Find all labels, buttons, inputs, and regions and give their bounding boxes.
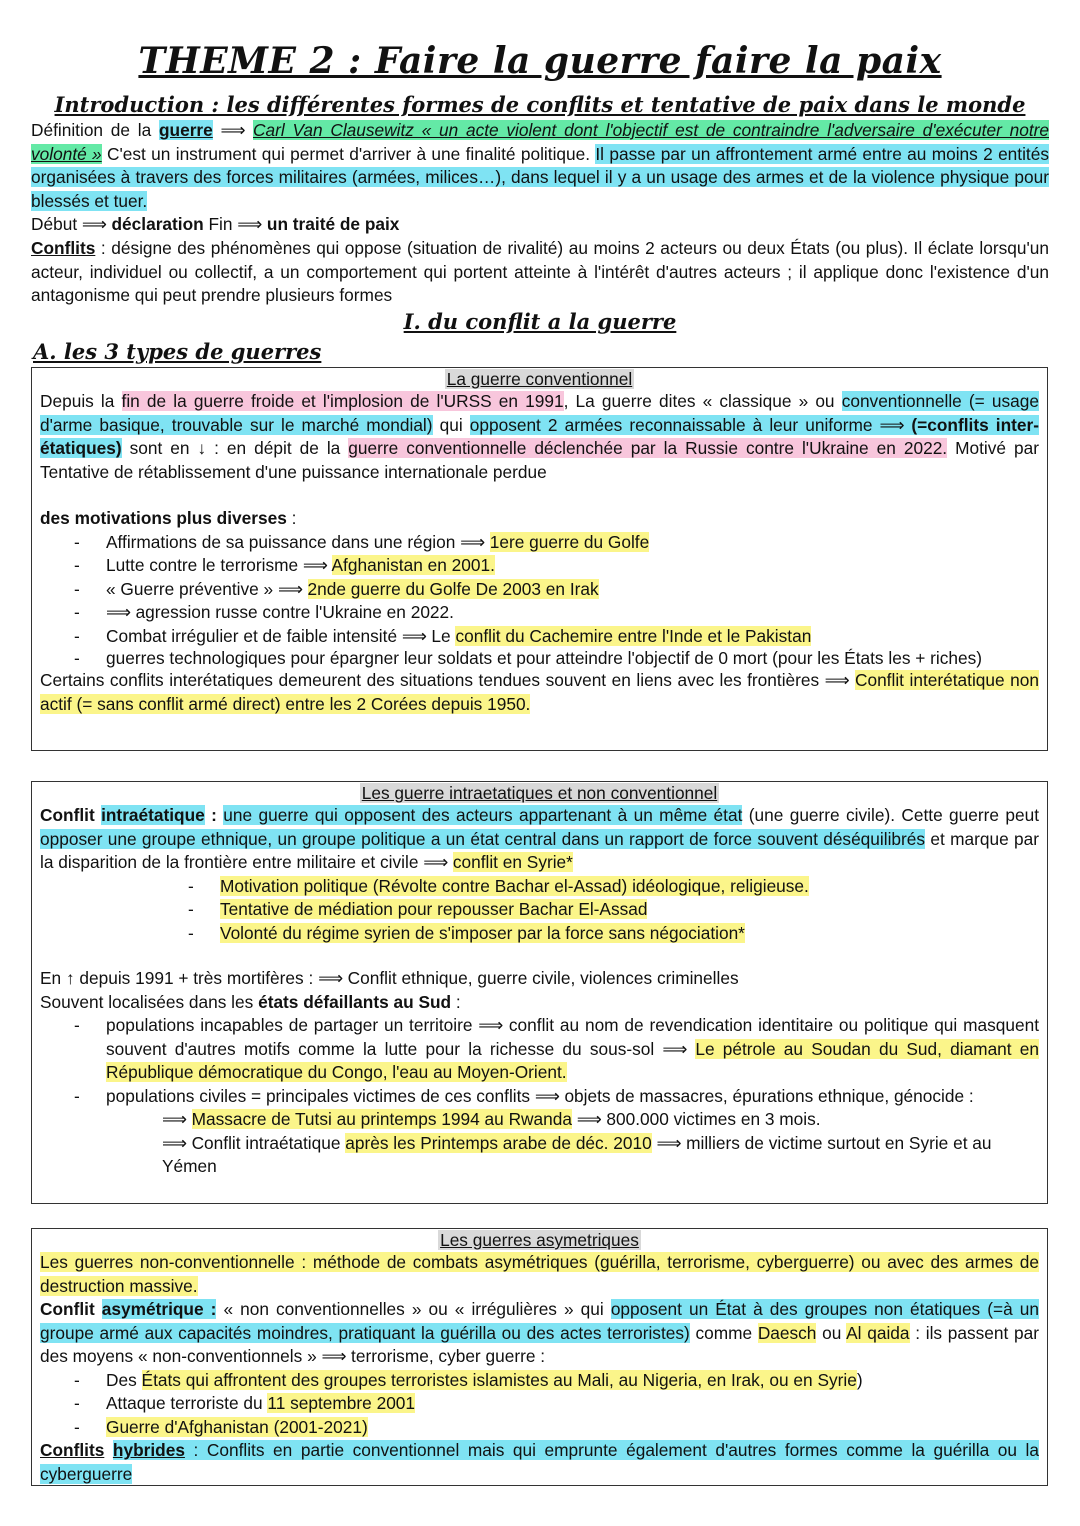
- list-item: [40, 625, 1039, 649]
- text-run: opposent un État à des groupes non étatiques (=à un groupe armé aux capacités moindres, pratiquant la guérilla ou des actes terroristes): [40, 1299, 1039, 1343]
- box-guerre-conventionnelle: [31, 367, 1048, 751]
- text-run: Attaque terroriste du: [106, 1393, 268, 1413]
- box-guerres-intraetatiques: [31, 781, 1048, 1204]
- text-run: : Conflits en partie conventionnel mais qui emprunte également d'autres formes comme la guérilla ou la cyberguerre: [40, 1440, 1039, 1484]
- syria-list: [32, 875, 1047, 946]
- item-highlight: conflit du Cachemire entre l'Inde et le Pakistan: [455, 625, 812, 646]
- box-paragraph-2: [32, 1298, 1047, 1369]
- def-plain: C'est un instrument qui permet d'arriver à une finalité politique.: [101, 143, 596, 164]
- list-item: [40, 898, 1039, 922]
- text-run: , La guerre dites « classique » ou: [563, 391, 842, 411]
- list-item: [40, 1392, 1039, 1416]
- text-run: :: [286, 508, 297, 528]
- item-highlight: Afghanistan en 2001.: [331, 555, 495, 575]
- text-run: Al qaida: [846, 1322, 910, 1343]
- text-run: Les guerres non-conventionnelle : méthode de combats asymétriques (guérilla, terrorisme, cyberguerre) ou avec des armes de destruction massive.: [40, 1252, 1039, 1296]
- text-run: populations incapables de partager un territoire ⟹ conflit au nom de revendication identitaire ou politique qui masquent souvent d'autres motifs comme la lutte pour la richesse du sous-sol ⟹: [106, 1015, 1039, 1059]
- text-run: ⟹ 800.000 victimes en 3 mois.: [571, 1109, 821, 1129]
- text-run: opposent 2 armées reconnaissable à leur uniforme ⟹: [469, 414, 912, 435]
- debut-value: déclaration: [111, 214, 204, 234]
- motivations-list: [32, 531, 1047, 670]
- box-paragraph-3: [32, 1439, 1047, 1486]
- item-label: guerres technologiques pour épargner leur soldats et pour atteindre l'objectif de 0 mort (pour les États les + riches): [106, 648, 983, 668]
- box-paragraph: [32, 804, 1047, 875]
- text-run: ⟹ milliers de victime surtout en Syrie et au Yémen: [162, 1132, 992, 1176]
- text-run: ): [856, 1369, 863, 1390]
- box-title-text: Les guerres asymetriques: [440, 1230, 639, 1250]
- text-run: 11 septembre 2001: [267, 1393, 416, 1413]
- text-run: et marque par la disparition de la frontière entre militaire et civile ⟹: [40, 828, 1039, 872]
- text-run: asymétrique :: [101, 1299, 217, 1319]
- text-run: :: [204, 805, 224, 825]
- def-cyan: Il passe par un affrontement armé entre au moins 2 entités organisées à travers des forces militaires (armées, milices…), dans lequel il y a un usage des armes et de la violence physique pour blessés et tuer.: [31, 143, 1049, 211]
- text-run: Massacre de Tutsi au printemps 1994 au Rwanda: [191, 1109, 572, 1129]
- item-text: Volonté du régime syrien de s'imposer par la force sans négociation*: [220, 922, 745, 943]
- item-label: Combat irrégulier et de faible intensité ⟹ Le: [106, 625, 456, 646]
- list-item: [40, 1085, 1039, 1109]
- list-item: [40, 1416, 1039, 1440]
- text-run: :: [451, 991, 461, 1012]
- box-title-text: Les guerre intraetatiques et non conventionnel: [361, 783, 718, 803]
- list-item: [40, 648, 1039, 669]
- text-run: Conflit: [40, 1299, 95, 1319]
- text-run: Certains conflits interétatiques demeurent des situations tendues souvent en liens avec les frontières ⟹: [40, 670, 855, 690]
- box-paragraph: [32, 390, 1047, 484]
- text-run: (=conflits inter-étatiques): [40, 414, 1039, 458]
- text-run: conflit en Syrie*: [452, 852, 573, 872]
- item-label: Lutte contre le terrorisme ⟹: [106, 555, 332, 575]
- item-highlight: 2nde guerre du Golfe De 2003 en Irak: [307, 578, 599, 599]
- list-item: [40, 1014, 1039, 1085]
- text-run: ou: [816, 1322, 847, 1343]
- def-prefix: Définition de la: [31, 120, 159, 140]
- box-paragraph: [32, 1251, 1047, 1298]
- box-paragraph-3: [32, 991, 1047, 1015]
- fin-label: Fin ⟹: [203, 214, 267, 234]
- example-rwanda: [32, 1108, 1047, 1132]
- sud-list: [32, 1014, 1047, 1108]
- example-printemps-arabe: [32, 1132, 1047, 1179]
- motivations-heading: [32, 507, 1047, 531]
- text-run: Le pétrole au Soudan du Sud, diamant en République démocratique du Congo, l'eau au Moyen-Orient.: [106, 1038, 1040, 1082]
- list-item: [40, 922, 1039, 946]
- text-run: qui: [432, 414, 470, 435]
- list-item: [40, 578, 1039, 602]
- item-text: Motivation politique (Révolte contre Bachar el-Assad) idéologique, religieuse.: [220, 875, 809, 896]
- text-run: Conflits: [40, 1440, 105, 1460]
- box-guerres-asymetriques: [31, 1228, 1048, 1486]
- box-last-paragraph: [32, 669, 1047, 716]
- text-run: Motivé par Tentative de rétablissement d'une puissance internationale perdue: [40, 438, 1039, 482]
- text-run: ⟹: [162, 1109, 192, 1129]
- asym-list: [32, 1369, 1047, 1440]
- text-run: ⟹ Conflit intraétatique: [162, 1132, 346, 1153]
- box-paragraph-2: [32, 967, 1047, 991]
- fin-value: un traité de paix: [266, 214, 400, 234]
- list-item: [40, 875, 1039, 899]
- text-run: Souvent localisées dans les: [40, 991, 259, 1012]
- box-title-text: La guerre conventionnel: [446, 369, 633, 389]
- text-run: Daesch: [757, 1322, 817, 1343]
- text-run: Depuis la: [40, 391, 122, 411]
- def-arrow: ⟹: [212, 120, 254, 140]
- text-run: hybrides: [112, 1440, 185, 1460]
- page-title: THEME 2 : Faire la guerre faire la paix: [138, 40, 942, 82]
- definition-guerre: [31, 119, 1049, 213]
- list-item: [40, 1369, 1039, 1393]
- text-run: états défaillants au Sud: [258, 991, 452, 1012]
- clausewitz-quote: Carl Van Clausewitz « un acte violent dont l'objectif est de contraindre l'adversaire d'exécuter notre volonté »: [31, 120, 1049, 164]
- box-title: [32, 1229, 1047, 1251]
- item-label: « Guerre préventive » ⟹: [106, 578, 308, 599]
- item-text: Tentative de médiation pour repousser Bachar El-Assad: [220, 899, 648, 919]
- text-run: Conflit interétatique non actif (= sans conflit armé direct) entre les 2 Corées depuis 1950.: [40, 670, 1039, 714]
- box-title: [32, 782, 1047, 804]
- list-item: [40, 601, 1039, 625]
- text-run: populations civiles = principales victimes de ces conflits ⟹ objets de massacres, épurations ethnique, génocide :: [106, 1085, 974, 1106]
- item-label: Affirmations de sa puissance dans une région ⟹: [106, 531, 490, 552]
- text-run: Des: [106, 1369, 142, 1390]
- debut-fin: [31, 213, 1049, 237]
- text-run: fin de la guerre froide et l'implosion de l'URSS en 1991: [121, 391, 564, 411]
- box-title: [32, 368, 1047, 390]
- page-subtitle: Introduction : les différentes formes de conflits et tentative de paix dans le monde: [54, 92, 1026, 117]
- text-run: une guerre qui opposent des acteurs appartenant à un même état: [223, 805, 743, 825]
- conflits-text: : désigne des phénomènes qui oppose (situation de rivalité) au moins 2 acteurs ou deux États (ou plus). Il éclate lorsqu'un acteur, individuel ou collectif, a un comportement qui portent atteinte à l'intérêt d'autres acteurs ; il applique donc l'existence d'un antagonisme qui peut prendre plusieurs formes: [31, 238, 1049, 305]
- text-run: conventionnelle (= usage d'arme basique, trouvable sur le marché mondial): [40, 391, 1039, 435]
- text-run: Conflit: [40, 805, 102, 825]
- text-run: après les Printemps arabe de déc. 2010: [345, 1132, 652, 1153]
- text-run: « non conventionnelles » ou « irrégulières » qui: [216, 1299, 611, 1319]
- item-label: ⟹ agression russe contre l'Ukraine en 2022.: [106, 602, 454, 622]
- text-run: : ils passent par des moyens « non-conventionnels » ⟹ terrorisme, cyber guerre :: [40, 1322, 1039, 1366]
- subsection-heading: A. les 3 types de guerres: [33, 339, 322, 364]
- list-item: [40, 531, 1039, 555]
- conflits-word: Conflits: [31, 238, 96, 258]
- definition-conflits: [31, 237, 1049, 308]
- text-run: intraétatique: [101, 805, 205, 825]
- text-run: États qui affrontent des groupes terroristes islamistes au Mali, au Nigeria, en Irak, ou en Syrie: [141, 1369, 857, 1390]
- section-heading: I. du conflit a la guerre: [403, 309, 677, 334]
- def-word: guerre: [158, 120, 213, 140]
- motivations-title: des motivations plus diverses: [40, 508, 287, 528]
- item-highlight: 1ere guerre du Golfe: [489, 531, 650, 552]
- text-run: sont en ↓ : en dépit de la: [121, 438, 349, 458]
- text-run: opposer une groupe ethnique, un groupe politique a un état central dans un rapport de force souvent déséquilibrés: [40, 828, 926, 849]
- text-run: (une guerre civile). Cette guerre peut: [742, 805, 1039, 825]
- text-run: guerre conventionnelle déclenchée par la Russie contre l'Ukraine en 2022.: [348, 438, 948, 458]
- debut-label: Début ⟹: [31, 214, 112, 234]
- text-run: Guerre d'Afghanistan (2001-2021): [106, 1416, 368, 1437]
- text-run: En ↑ depuis 1991 + très mortifères : ⟹ Conflit ethnique, guerre civile, violences criminelles: [40, 968, 739, 988]
- text-run: comme: [689, 1322, 758, 1343]
- list-item: [40, 554, 1039, 578]
